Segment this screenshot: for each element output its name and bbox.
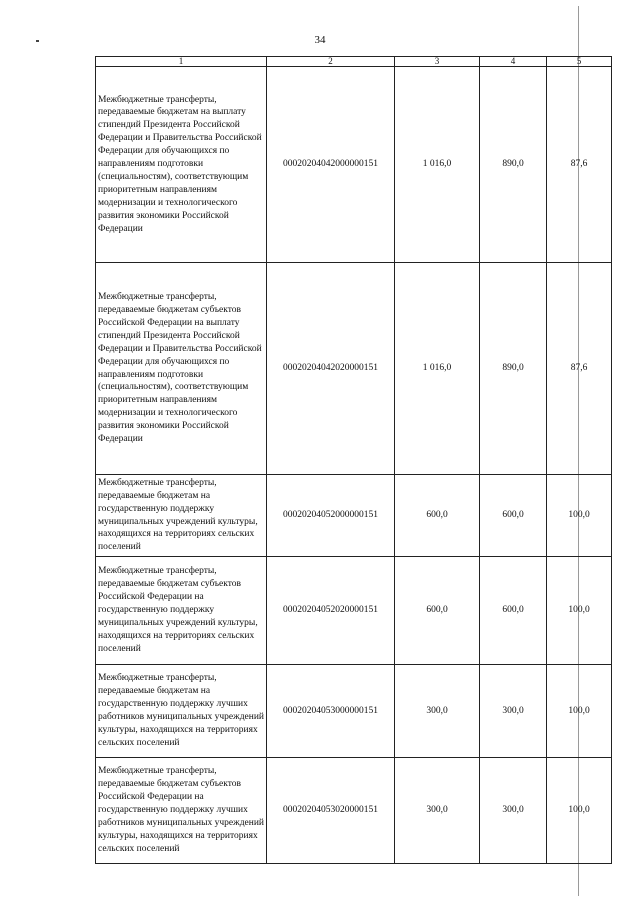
table-row: [96, 67, 612, 263]
row-percent: 100,0: [547, 475, 612, 557]
header-row: [96, 57, 612, 67]
page-number: 34: [314, 34, 326, 46]
row-actual: 600,0: [480, 475, 547, 557]
table-row: [96, 475, 612, 557]
scan-speck: [36, 40, 39, 42]
row-actual: 300,0: [480, 665, 547, 758]
row-code: 00020204052020000151: [267, 557, 395, 665]
row-plan: 600,0: [395, 475, 480, 557]
column-header-1: 1: [96, 57, 267, 67]
row-code: 00020204042000000151: [267, 67, 395, 263]
row-plan: 1 016,0: [395, 67, 480, 263]
row-actual: 890,0: [480, 67, 547, 263]
row-name: Межбюджетные трансферты, передаваемые бюджетам на государственную поддержку муниципальных учреждений культуры, находящихся на территориях сельских поселений: [96, 475, 267, 557]
row-percent: 100,0: [547, 557, 612, 665]
row-actual: 300,0: [480, 758, 547, 864]
row-percent: 100,0: [547, 758, 612, 864]
column-header-2: 2: [267, 57, 395, 67]
budget-table: [95, 56, 612, 864]
row-code: 00020204042020000151: [267, 263, 395, 475]
column-header-4: 4: [480, 57, 547, 67]
row-plan: 600,0: [395, 557, 480, 665]
row-percent: 87,6: [547, 263, 612, 475]
row-code: 00020204053000000151: [267, 665, 395, 758]
row-code: 00020204052000000151: [267, 475, 395, 557]
column-header-5: 5: [547, 57, 612, 67]
table-row: [96, 758, 612, 864]
row-actual: 890,0: [480, 263, 547, 475]
row-name: Межбюджетные трансферты, передаваемые бюджетам субъектов Российской Федерации на выплату стипендий Президента Российской Федерации и Правительства Российской Федерации для обучающихся по направлениям подготовки (специальностям), соответствующим приоритетным направлениям модернизации и технологического развития экономики Российской Федерации: [96, 263, 267, 475]
table-row: [96, 263, 612, 475]
column-header-3: 3: [395, 57, 480, 67]
row-percent: 100,0: [547, 665, 612, 758]
table-row: [96, 665, 612, 758]
row-percent: 87,6: [547, 67, 612, 263]
row-name: Межбюджетные трансферты, передаваемые бюджетам на государственную поддержку лучших работников муниципальных учреждений культуры, находящихся на территориях сельских поселений: [96, 665, 267, 758]
row-plan: 300,0: [395, 758, 480, 864]
row-code: 00020204053020000151: [267, 758, 395, 864]
row-actual: 600,0: [480, 557, 547, 665]
row-plan: 300,0: [395, 665, 480, 758]
row-name: Межбюджетные трансферты, передаваемые бюджетам субъектов Российской Федерации на государственную поддержку муниципальных учреждений культуры, находящихся на территориях сельских поселений: [96, 557, 267, 665]
row-plan: 1 016,0: [395, 263, 480, 475]
row-name: Межбюджетные трансферты, передаваемые бюджетам на выплату стипендий Президента Российской Федерации и Правительства Российской Федерации для обучающихся по направлениям подготовки (специальностям), соответствующим приоритетным направлениям модернизации и технологического развития экономики Российской Федерации: [96, 67, 267, 263]
table-row: [96, 557, 612, 665]
row-name: Межбюджетные трансферты, передаваемые бюджетам субъектов Российской Федерации на государственную поддержку лучших работников муниципальных учреждений культуры, находящихся на территориях сельских поселений: [96, 758, 267, 864]
